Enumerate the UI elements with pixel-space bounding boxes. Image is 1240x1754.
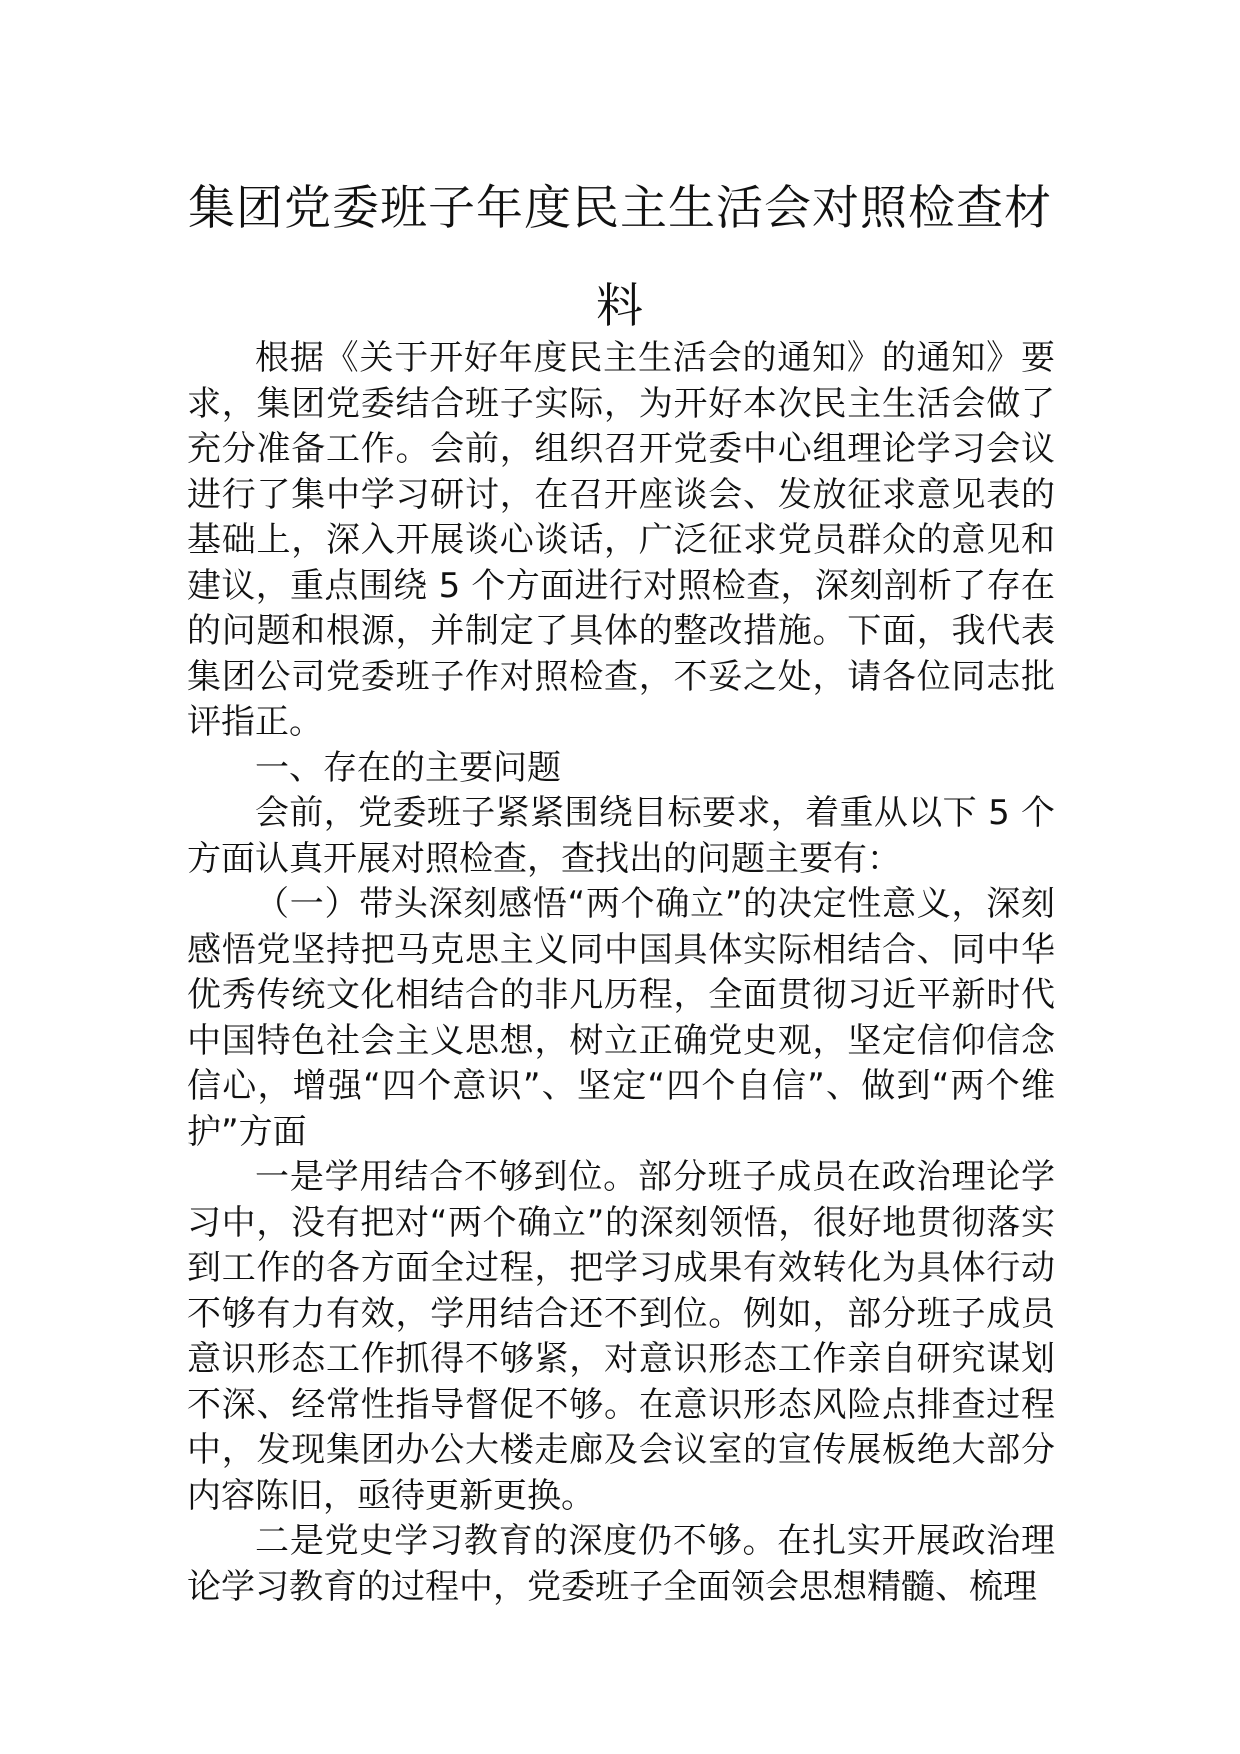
section-heading-1: 一、存在的主要问题 bbox=[255, 747, 561, 788]
document-title bbox=[170, 160, 1070, 356]
intro-paragraph: 根据《关于开好年度民主生活会的通知》的通知》要求，集团党委结合班子实际，为开好本次民主生活会做了充分准备工作。会前，组织召开党委中心组理论学习会议进行了集中学习研讨，在召开座谈会、发放征求意见表的基础上，深入开展谈心谈话，广泛征求党员群众的意见和建议，重点围绕 5 个方面进行对照检查，深刻剖析了存在的问题和根源，并制定了具体的整改措施。下面，我代表集团公司党委班子作对照检查，不妥之处，请各位同志批评指正。 bbox=[187, 338, 1055, 742]
point-paragraph-1: 一是学用结合不够到位。部分班子成员在政治理论学习中，没有把对“两个确立”的深刻领悟，很好地贯彻落实到工作的各方面全过程，把学习成果有效转化为具体行动不够有力有效，学用结合还不到位。例如，部分班子成员意识形态工作抓得不够紧，对意识形态工作亲自研究谋划不深、经常性指导督促不够。在意识形态风险点排查过程中，发现集团办公大楼走廊及会议室的宣传展板绝大部分内容陈旧，亟待更新更换。 bbox=[187, 1157, 1055, 1516]
point-paragraph-2: 二是党史学习教育的深度仍不够。在扎实开展政治理论学习教育的过程中，党委班子全面领会思想精髓、梳理 bbox=[187, 1521, 1055, 1607]
subsection-heading-1: （一）带头深刻感悟“两个确立”的决定性意义，深刻感悟党坚持把马克思主义同中国具体实际相结合、同中华优秀传统文化相结合的非凡历程，全面贯彻习近平新时代中国特色社会主义思想，树立正确党史观，坚定信仰信念信心，增强“四个意识”、坚定“四个自信”、做到“两个维护”方面 bbox=[187, 884, 1055, 1152]
title-line-2: 料 bbox=[596, 279, 644, 334]
section-intro-paragraph: 会前，党委班子紧紧围绕目标要求，着重从以下 5 个方面认真开展对照检查，查找出的问题主要有： bbox=[187, 793, 1055, 879]
title-line-1: 集团党委班子年度民主生活会对照检查材 bbox=[188, 181, 1052, 236]
document-body bbox=[187, 336, 1055, 1610]
